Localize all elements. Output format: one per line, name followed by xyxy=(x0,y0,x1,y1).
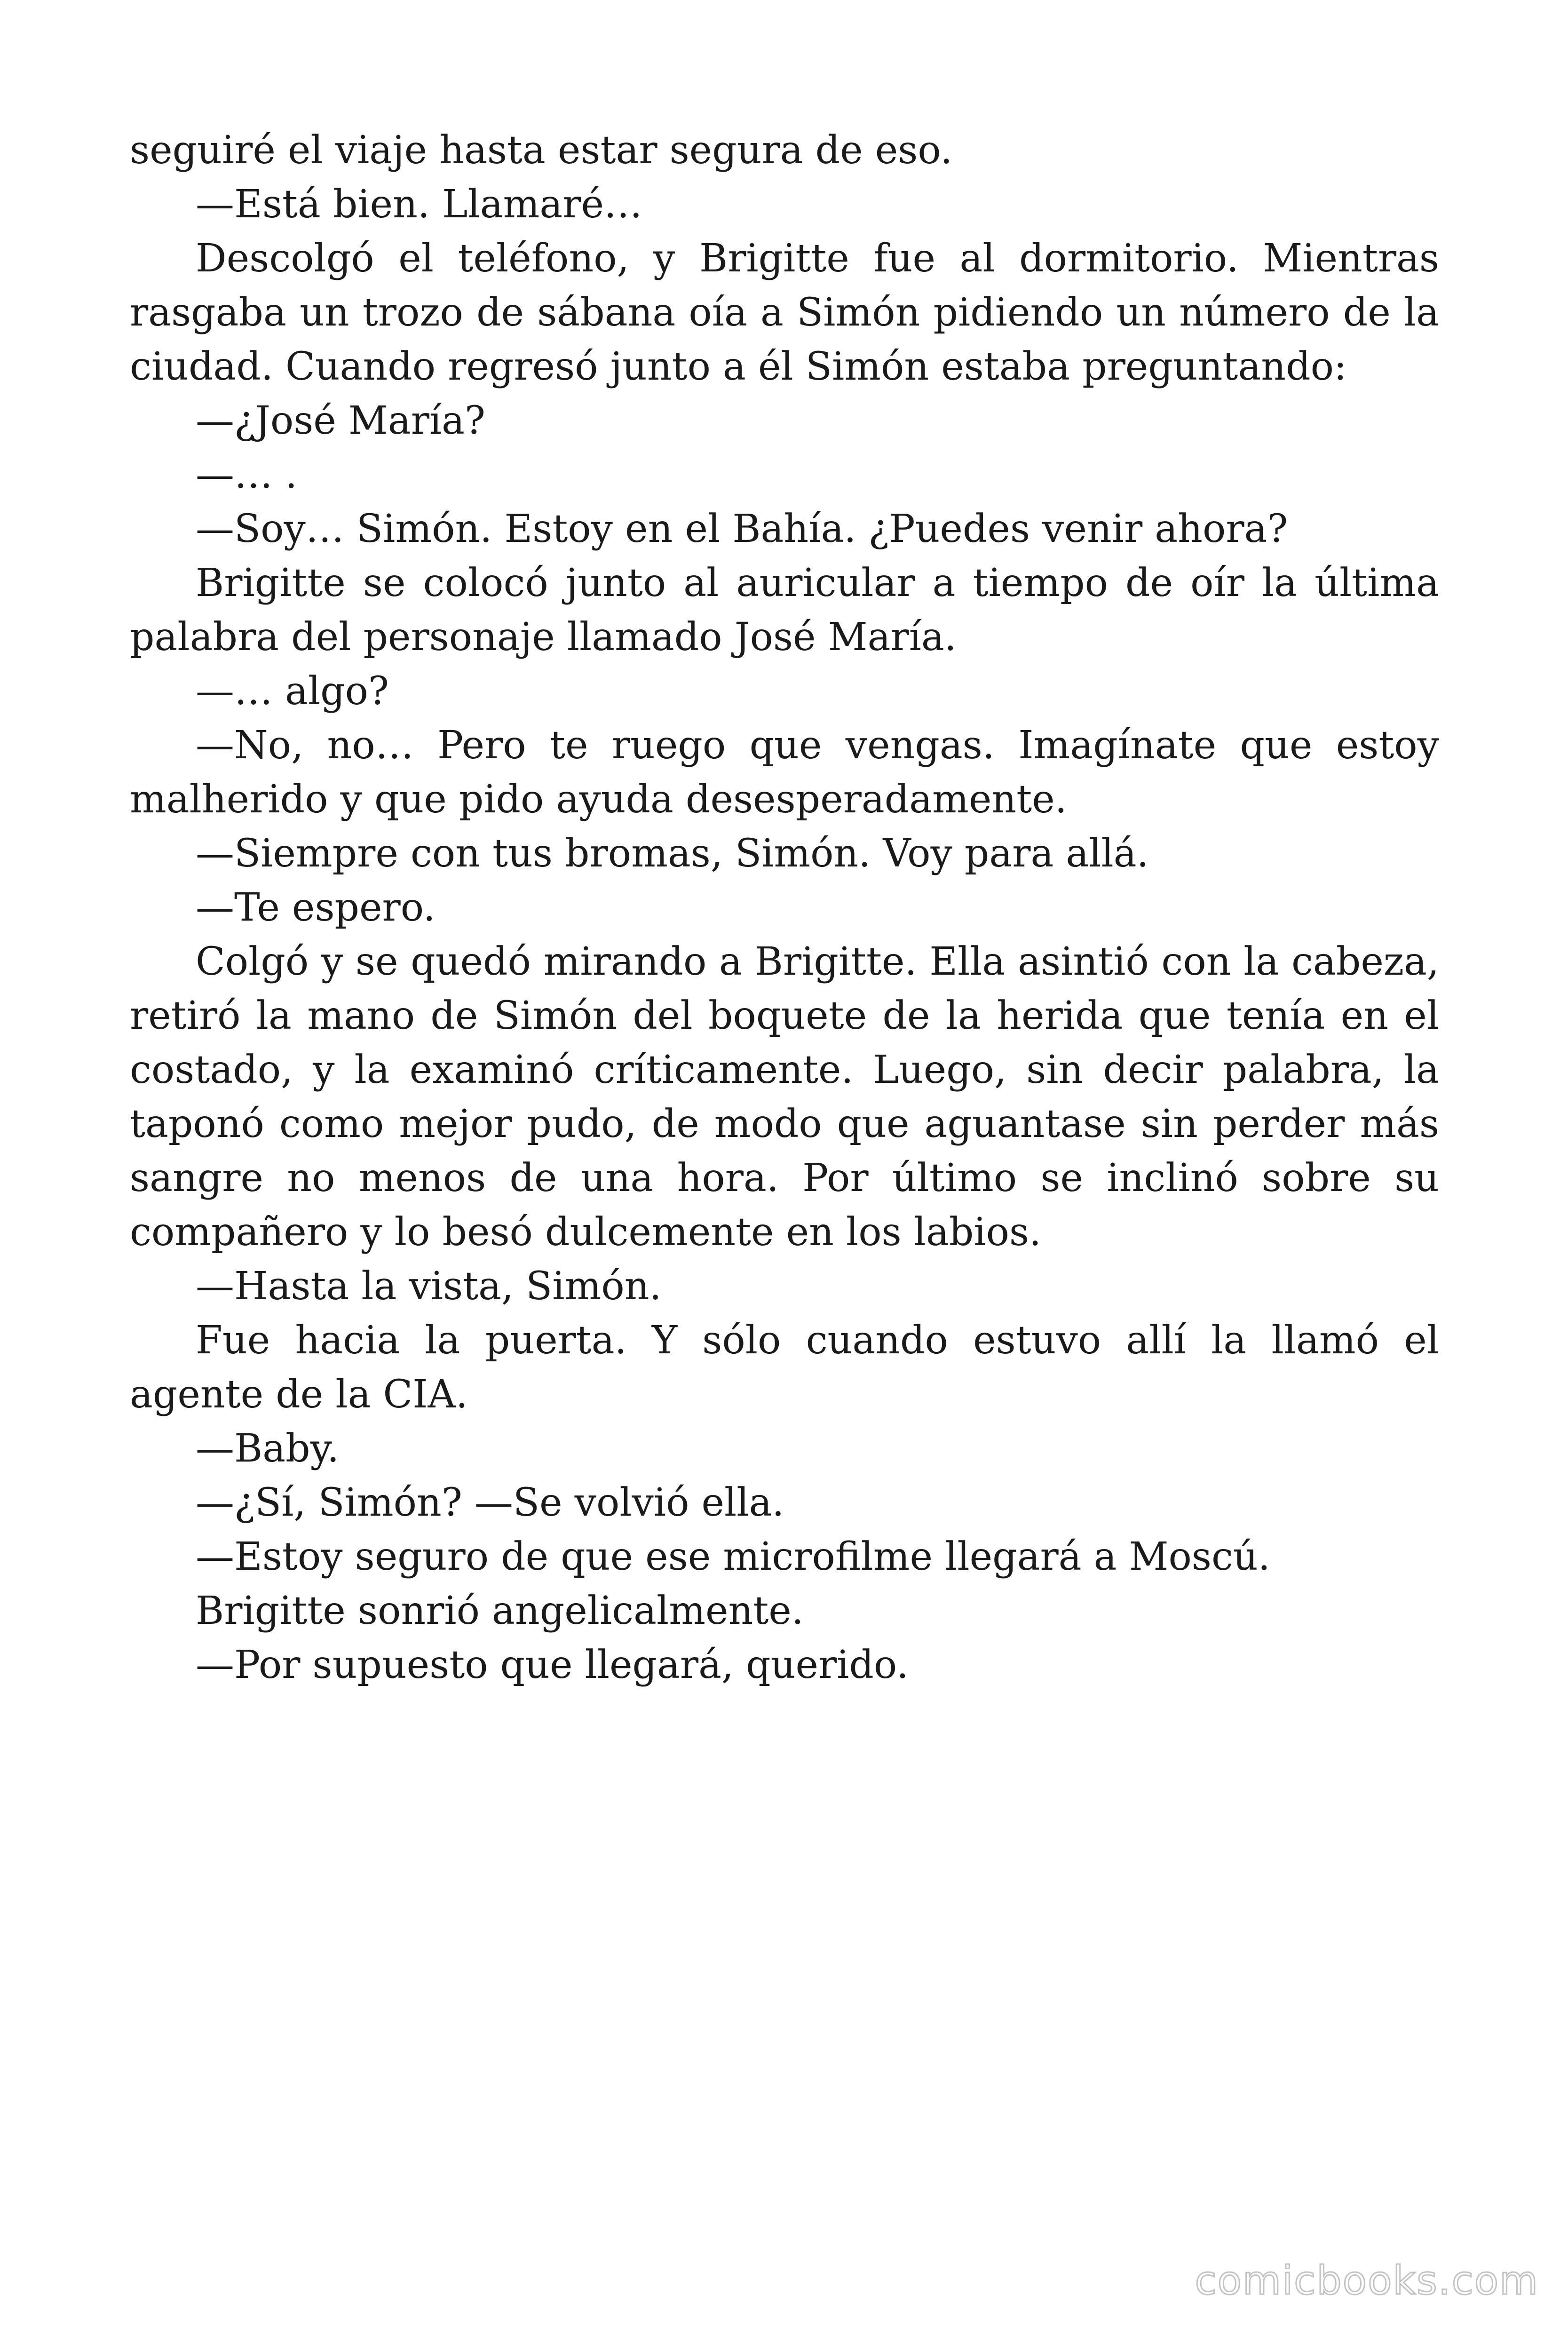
paragraph: —Soy… Simón. Estoy en el Bahía. ¿Puedes venir ahora? xyxy=(196,507,1288,551)
paragraph: —¿Sí, Simón? —Se volvió ella. xyxy=(196,1480,784,1525)
paragraph: —Hasta la vista, Simón. xyxy=(196,1264,662,1309)
page-body xyxy=(130,123,1439,1692)
paragraph: —Te espero. xyxy=(196,885,436,930)
paragraph: Brigitte sonrió angelicalmente. xyxy=(196,1589,804,1633)
paragraph: —No, no… Pero te ruego que vengas. Imagínate que estoy malherido y que pido ayuda desesperadamente. xyxy=(130,723,1439,822)
paragraph: Brigitte se colocó junto al auricular a tiempo de oír la última palabra del personaje llamado José María. xyxy=(130,561,1439,660)
paragraph: Fue hacia la puerta. Y sólo cuando estuvo allí la llamó el agente de la CIA. xyxy=(130,1318,1439,1417)
paragraph: —Siempre con tus bromas, Simón. Voy para allá. xyxy=(196,831,1149,876)
paragraph: —Baby. xyxy=(196,1426,340,1471)
paragraph: Descolgó el teléfono, y Brigitte fue al dormitorio. Mientras rasgaba un trozo de sábana oía a Simón pidiendo un número de la ciudad. Cuando regresó junto a él Simón estaba preguntando: xyxy=(130,236,1439,389)
paragraph: —¿José María? xyxy=(196,398,486,443)
paragraph: seguiré el viaje hasta estar segura de eso. xyxy=(130,128,953,173)
paragraph: —… . xyxy=(196,453,298,497)
paragraph: —… algo? xyxy=(196,669,389,714)
paragraph: —Está bien. Llamaré… xyxy=(196,182,642,227)
paragraph: —Por supuesto que llegará, querido. xyxy=(196,1643,909,1687)
paragraph: —Estoy seguro de que ese microfilme llegará a Moscú. xyxy=(196,1534,1270,1579)
watermark-text: comicbooks.com xyxy=(1195,2257,1539,2304)
paragraph: Colgó y se quedó mirando a Brigitte. Ella asintió con la cabeza, retiró la mano de Simón del boquete de la herida que tenía en el costado, y la examinó críticamente. Luego, sin decir palabra, la taponó como mejor pudo, de modo que aguantase sin perder más sangre no menos de una hora. Por último se inclinó sobre su compañero y lo besó dulcemente en los labios. xyxy=(130,939,1439,1255)
